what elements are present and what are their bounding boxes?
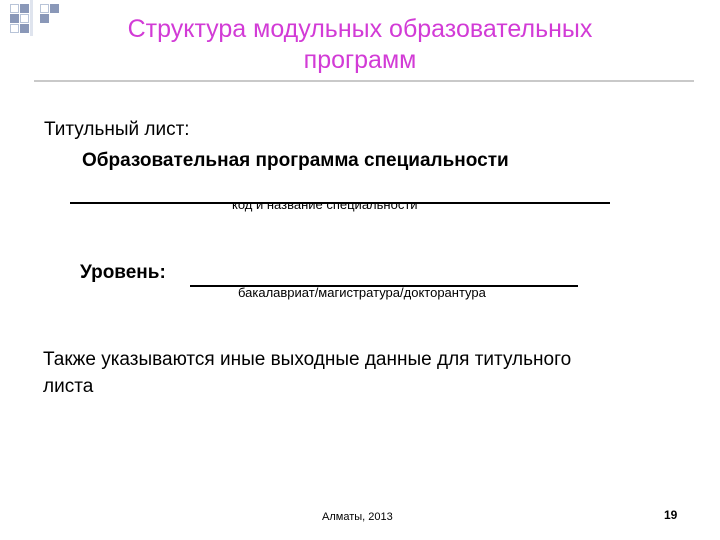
level-label: Уровень: [80, 262, 166, 283]
level-caption: бакалавриат/магистратура/докторантура [238, 285, 486, 300]
note-line2: листа [43, 376, 94, 397]
decor-square [10, 4, 19, 13]
decor-square [50, 4, 59, 13]
page-number: 19 [664, 508, 678, 522]
slide-title-line2: программ [303, 46, 417, 74]
footer-location: Алматы, 2013 [322, 511, 393, 523]
decor-square [20, 4, 29, 13]
program-label: Образовательная программа специальности [82, 150, 509, 171]
slide-title-line1: Структура модульных образовательных [127, 15, 593, 43]
title-divider [34, 80, 694, 82]
decor-square [40, 4, 49, 13]
slide-title [0, 14, 720, 76]
title-page-label: Титульный лист: [44, 119, 190, 140]
note-line1: Также указываются иные выходные данные для титульного [43, 349, 572, 370]
specialty-caption: код и название специальности [232, 197, 418, 212]
note-paragraph [44, 346, 684, 400]
